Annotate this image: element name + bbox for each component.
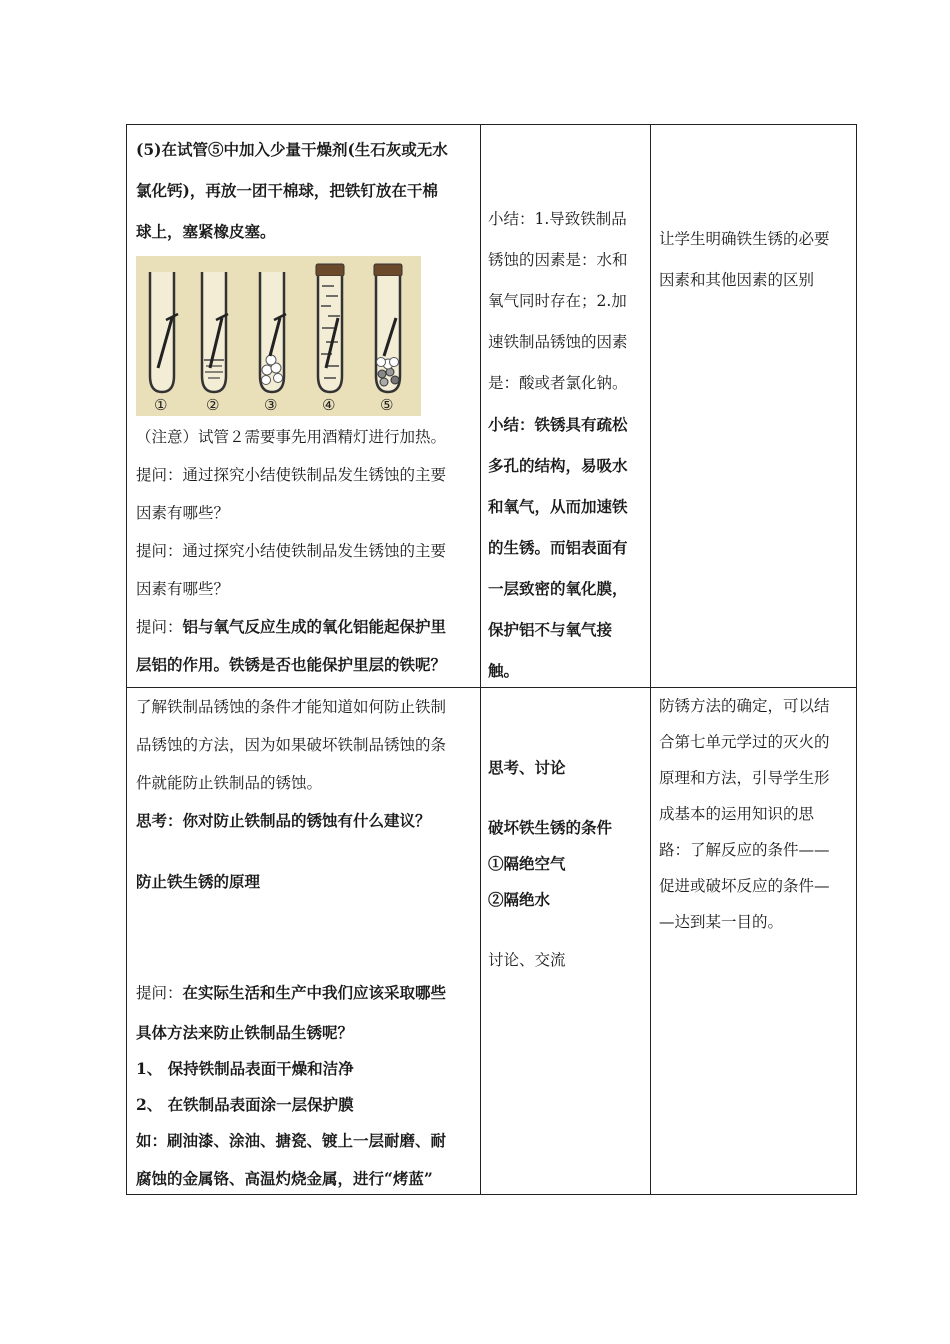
- summary-line: 锈蚀的因素是：水和: [488, 251, 628, 269]
- tube-label: ①: [154, 396, 168, 414]
- lesson-table: [126, 124, 857, 1195]
- purpose-line: 成基本的运用知识的思: [659, 805, 815, 823]
- question-line: 因素有哪些？: [136, 580, 230, 598]
- conditions-heading: 破坏铁生锈的条件: [488, 818, 613, 837]
- step5-line: 球上，塞紧橡皮塞。: [136, 222, 276, 241]
- summary-line: 一层致密的氧化膜，: [488, 579, 628, 598]
- intro-line: 了解铁制品锈蚀的条件才能知道如何防止铁制: [136, 698, 447, 716]
- test-tube-3: [260, 272, 286, 392]
- summary-line: 速铁制品锈蚀的因素: [488, 333, 628, 351]
- test-tube-2: [202, 272, 228, 392]
- note-line: （注意）试管２需要事先用酒精灯进行加热。: [136, 428, 447, 446]
- question-line: 提问：通过探究小结使铁制品发生锈蚀的主要: [136, 542, 447, 560]
- tube-label: ②: [206, 396, 220, 414]
- summary-line: 是：酸或者氯化钠。: [488, 374, 628, 392]
- question-line: 提问：通过探究小结使铁制品发生锈蚀的主要: [136, 466, 447, 484]
- principle-heading: 防止铁生锈的原理: [136, 872, 261, 891]
- tube-label: ④: [322, 396, 336, 414]
- question-prefix: 提问：: [136, 618, 183, 636]
- question-line: 因素有哪些？: [136, 504, 230, 522]
- example-line: 如：刷油漆、涂油、搪瓷、镀上一层耐磨、耐: [136, 1131, 447, 1150]
- example-line: 腐蚀的金属铬、高温灼烧金属，进行“烤蓝”: [136, 1169, 433, 1188]
- exchange-label: 讨论、交流: [488, 951, 566, 969]
- question-line: 层铝的作用。铁锈是否也能保护里层的铁呢？: [136, 655, 447, 674]
- summary-line: 保护铝不与氧气接: [488, 620, 613, 639]
- purpose-line: 防锈方法的确定，可以结: [659, 697, 830, 715]
- summary-line: 多孔的结构，易吸水: [488, 456, 628, 475]
- question-line: 具体方法来防止铁制品生锈呢？: [136, 1023, 354, 1042]
- summary-line: 和氧气，从而加速铁: [488, 497, 628, 516]
- column-divider: [480, 125, 481, 1194]
- row1-student-cell: [488, 199, 638, 691]
- summary-line: 触。: [488, 661, 520, 680]
- purpose-line: 促进或破坏反应的条件—: [659, 877, 830, 895]
- summary-line: 小结：1.导致铁制品: [488, 210, 627, 228]
- question-line: [136, 608, 474, 646]
- step5-line: (5)在试管⑤中加入少量干燥剂(生石灰或无水: [136, 140, 448, 159]
- summary-line: 氧气同时存在；2.加: [488, 292, 627, 310]
- intro-line: 品锈蚀的方法，因为如果破坏铁制品锈蚀的条: [136, 736, 447, 754]
- summary-line: 小结：铁锈具有疏松: [488, 415, 628, 434]
- condition-item: ①隔绝空气: [488, 854, 566, 873]
- intro-line: 件就能防止铁制品的锈蚀。: [136, 774, 323, 792]
- summary-line: 的生锈。而铝表面有: [488, 538, 628, 557]
- step5-line: 氯化钙)，再放一团干棉球，把铁钉放在干棉: [136, 181, 438, 200]
- think-line: 思考：你对防止铁制品的锈蚀有什么建议？: [136, 811, 431, 830]
- row1-purpose-cell: [659, 219, 854, 301]
- tube-label: ⑤: [380, 396, 394, 414]
- test-tube-5: [374, 264, 402, 392]
- method-item: 1、 保持铁制品表面干燥和洁净: [136, 1059, 354, 1078]
- purpose-line: 路：了解反应的条件——: [659, 841, 830, 859]
- question-line: [136, 974, 446, 1012]
- row1-activity-cell: [136, 129, 474, 684]
- test-tube-4: [316, 264, 344, 392]
- question-text: 在实际生活和生产中我们应该采取哪些: [182, 983, 447, 1002]
- discuss-label: 思考、讨论: [488, 758, 566, 777]
- purpose-line: —达到某一目的。: [659, 913, 784, 931]
- purpose-line: 原理和方法，引导学生形: [659, 769, 830, 787]
- test-tube-1: [150, 272, 178, 392]
- purpose-line: 因素和其他因素的区别: [659, 271, 815, 289]
- question-text: 铝与氧气反应生成的氧化铝能起保护里: [182, 617, 447, 636]
- method-item: 2、 在铁制品表面涂一层保护膜: [136, 1095, 354, 1114]
- question-prefix: 提问：: [136, 984, 183, 1002]
- test-tube-figure: [136, 256, 421, 416]
- condition-item: ②隔绝水: [488, 890, 551, 909]
- column-divider: [650, 125, 651, 1194]
- tube-label: ③: [264, 396, 278, 414]
- purpose-line: 合第七单元学过的灭火的: [659, 733, 830, 751]
- purpose-line: 让学生明确铁生锈的必要: [659, 230, 830, 248]
